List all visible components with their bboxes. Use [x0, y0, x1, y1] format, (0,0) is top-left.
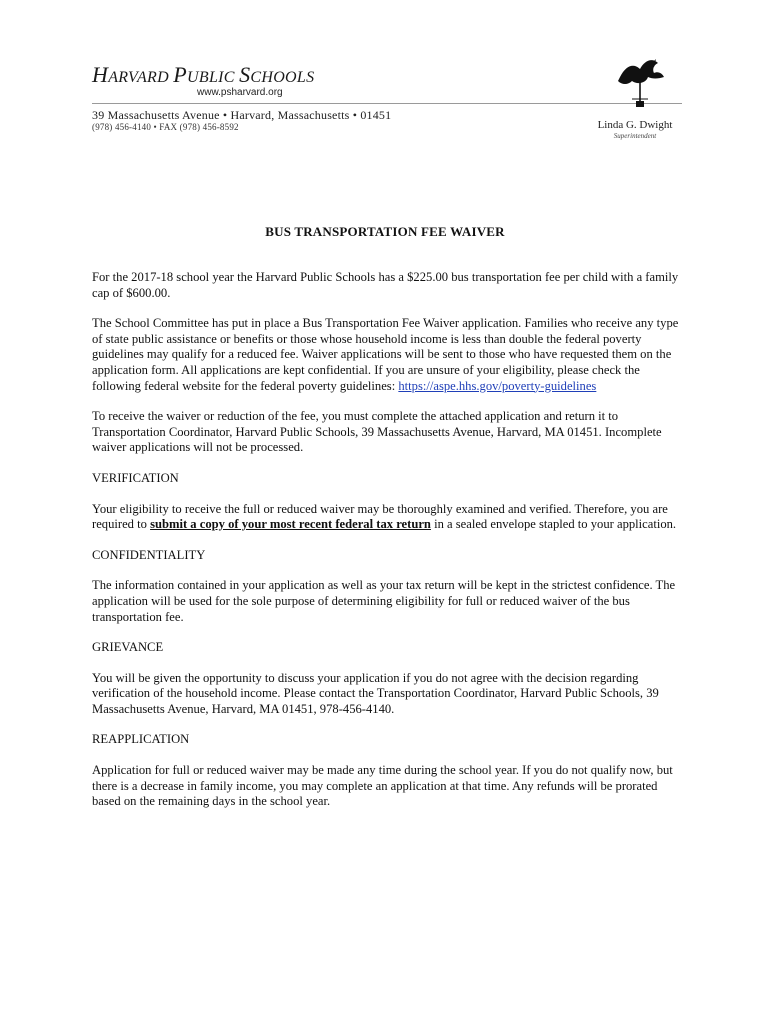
paragraph-committee: [92, 316, 684, 394]
heading-confidentiality: CONFIDENTIALITY: [92, 547, 206, 562]
paragraph-confidentiality: The information contained in your application as well as your tax return will be kept in the strictest confidence. The application will be used for the sole purpose of determining eligibility for full or reduced waiver of the bus transportation fee.: [92, 578, 676, 624]
heading-reapplication: REAPPLICATION: [92, 732, 190, 747]
school-name: HARVARD PUBLIC SCHOOLS: [92, 62, 315, 87]
poverty-guidelines-link[interactable]: https://aspe.hhs.gov/poverty-guidelines: [398, 378, 597, 393]
weathervane-icon: [612, 55, 668, 115]
address-line: 39 Massachusetts Avenue • Harvard, Massachusetts • 01451: [92, 108, 392, 122]
superintendent-title: Superintendent: [613, 132, 657, 140]
heading-grievance: GRIEVANCE: [92, 640, 164, 655]
paragraph-grievance: You will be given the opportunity to discuss your application if you do not agree with the decision regarding verification of the household income. Please contact the Transportation Coordinator, Harvard Public Schools, 39 Massachusetts Avenue, Harvard, MA 01451, 978-456-4140.: [92, 670, 659, 716]
paragraph-reapplication: Application for full or reduced waiver may be made any time during the school year. If you do not qualify now, but there is a decrease in family income, you may complete an application at that time. Any refunds will be prorated based on the remaining days in the school year.: [92, 763, 673, 809]
paragraph-committee-text: The School Committee has put in place a Bus Transportation Fee Waiver application. Families who receive any type of state public assistance or benefits or those whose household income is less than double the federal poverty guidelines may qualify for a reduced fee. Waiver applications will be sent to those who have requested them on the application form. All applications are kept confidential. If you are unsure of your eligibility, please check the following federal website for the federal poverty guidelines:: [92, 316, 679, 393]
tax-return-emphasis: submit a copy of your most recent federal tax return: [150, 517, 431, 532]
letterhead-rule: [92, 103, 682, 104]
superintendent-name: Linda G. Dwight: [597, 119, 673, 131]
paragraph-fee: For the 2017-18 school year the Harvard Public Schools has a $225.00 bus transportation fee per child with a family cap of $600.00.: [92, 270, 679, 300]
website-text: www.psharvard.org: [197, 87, 283, 98]
document-title: BUS TRANSPORTATION FEE WAIVER: [265, 224, 505, 239]
paragraph-verification: [92, 502, 684, 533]
phone-line: (978) 456-4140 • FAX (978) 456-8592: [92, 122, 239, 132]
document-body: [92, 270, 684, 825]
verification-text-end: in a sealed envelope stapled to your application.: [430, 517, 677, 532]
verification-text-start: Your eligibility to receive the full or reduced waiver may be thoroughly examined and verified. Therefore, you are required to: [92, 501, 668, 532]
paragraph-return: To receive the waiver or reduction of the fee, you must complete the attached application and return it to Transportation Coordinator, Harvard Public Schools, 39 Massachusetts Avenue, Harvard, MA 01451. Incomplete waiver applications will not be processed.: [92, 409, 662, 455]
heading-verification: VERIFICATION: [92, 470, 179, 485]
